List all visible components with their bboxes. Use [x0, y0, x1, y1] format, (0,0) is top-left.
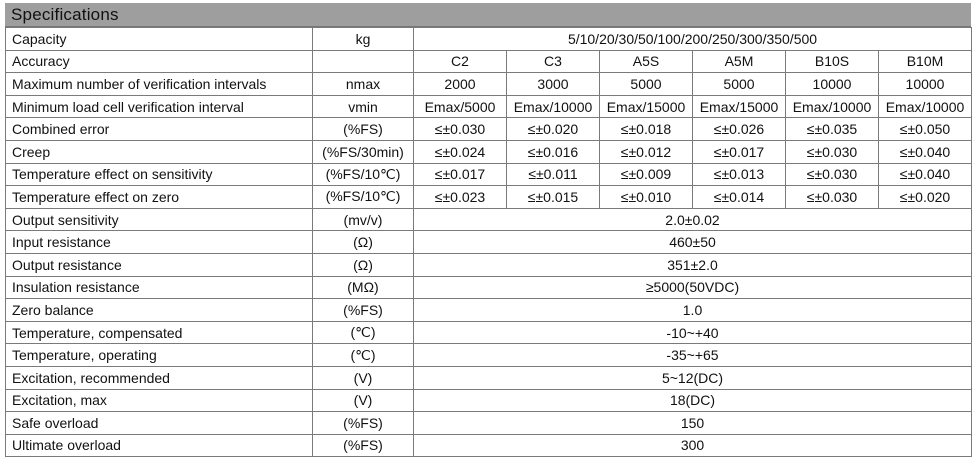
spec-value-span: 460±50 — [414, 231, 972, 254]
spec-unit: nmax — [313, 73, 414, 96]
spec-unit: (V) — [313, 389, 414, 412]
spec-name: Combined error — [6, 118, 313, 141]
spec-value: ≤±0.030 — [786, 163, 879, 186]
spec-name: Output sensitivity — [6, 208, 313, 231]
spec-row — [6, 276, 972, 299]
spec-value: Emax/10000 — [879, 95, 972, 118]
spec-unit: (%FS/10℃) — [313, 186, 414, 209]
spec-value: ≤±0.017 — [414, 163, 507, 186]
spec-value-span: 2.0±0.02 — [414, 208, 972, 231]
spec-value: ≤±0.017 — [693, 140, 786, 163]
spec-value: ≤±0.013 — [693, 163, 786, 186]
spec-unit: (%FS) — [313, 434, 414, 457]
spec-unit — [313, 50, 414, 73]
spec-row — [6, 434, 972, 457]
spec-row — [6, 253, 972, 276]
spec-row — [6, 163, 972, 186]
spec-value: ≤±0.023 — [414, 186, 507, 209]
spec-value: 3000 — [507, 73, 600, 96]
specifications-panel — [5, 3, 971, 457]
spec-value: ≤±0.014 — [693, 186, 786, 209]
spec-name: Input resistance — [6, 231, 313, 254]
spec-row — [6, 73, 972, 96]
spec-unit: kg — [313, 28, 414, 51]
spec-row — [6, 299, 972, 322]
spec-unit: (V) — [313, 366, 414, 389]
spec-value: ≤±0.016 — [507, 140, 600, 163]
spec-name: Insulation resistance — [6, 276, 313, 299]
spec-value: C2 — [414, 50, 507, 73]
section-title: Specifications — [5, 3, 971, 27]
spec-unit: (%FS/30min) — [313, 140, 414, 163]
spec-value-span: 300 — [414, 434, 972, 457]
spec-row — [6, 28, 972, 51]
spec-name: Temperature, compensated — [6, 321, 313, 344]
spec-value-span: 5/10/20/30/50/100/200/250/300/350/500 — [414, 28, 972, 51]
spec-value: ≤±0.030 — [414, 118, 507, 141]
spec-row — [6, 95, 972, 118]
spec-name: Excitation, max — [6, 389, 313, 412]
spec-name: Accuracy — [6, 50, 313, 73]
spec-unit: (%FS) — [313, 118, 414, 141]
spec-value-span: 1.0 — [414, 299, 972, 322]
spec-value: B10M — [879, 50, 972, 73]
spec-name: Capacity — [6, 28, 313, 51]
spec-name: Zero balance — [6, 299, 313, 322]
spec-table-body — [6, 28, 972, 457]
spec-value: A5S — [600, 50, 693, 73]
spec-name: Creep — [6, 140, 313, 163]
spec-row — [6, 186, 972, 209]
spec-row — [6, 140, 972, 163]
spec-unit: vmin — [313, 95, 414, 118]
spec-value-span: 351±2.0 — [414, 253, 972, 276]
spec-unit: (℃) — [313, 321, 414, 344]
spec-value: ≤±0.026 — [693, 118, 786, 141]
spec-row — [6, 389, 972, 412]
spec-value: ≤±0.012 — [600, 140, 693, 163]
spec-value: 10000 — [879, 73, 972, 96]
spec-row — [6, 231, 972, 254]
spec-name: Safe overload — [6, 412, 313, 435]
spec-value-span: -10~+40 — [414, 321, 972, 344]
spec-name: Minimum load cell verification interval — [6, 95, 313, 118]
spec-value: ≤±0.040 — [879, 140, 972, 163]
spec-value: ≤±0.050 — [879, 118, 972, 141]
spec-value: 10000 — [786, 73, 879, 96]
spec-value: ≤±0.035 — [786, 118, 879, 141]
spec-value: ≤±0.009 — [600, 163, 693, 186]
spec-value: ≤±0.030 — [786, 140, 879, 163]
spec-row — [6, 344, 972, 367]
spec-unit: (Ω) — [313, 231, 414, 254]
spec-name: Temperature, operating — [6, 344, 313, 367]
spec-name: Ultimate overload — [6, 434, 313, 457]
spec-name: Temperature effect on zero — [6, 186, 313, 209]
spec-unit: (%FS) — [313, 412, 414, 435]
spec-value: Emax/15000 — [600, 95, 693, 118]
spec-unit: (MΩ) — [313, 276, 414, 299]
spec-value: A5M — [693, 50, 786, 73]
spec-value: ≤±0.040 — [879, 163, 972, 186]
spec-row — [6, 321, 972, 344]
spec-value-span: 150 — [414, 412, 972, 435]
spec-value: 5000 — [600, 73, 693, 96]
spec-unit: (℃) — [313, 344, 414, 367]
spec-value: ≤±0.011 — [507, 163, 600, 186]
spec-value: C3 — [507, 50, 600, 73]
spec-value: Emax/15000 — [693, 95, 786, 118]
spec-value-span: 5~12(DC) — [414, 366, 972, 389]
spec-row — [6, 50, 972, 73]
spec-value: ≤±0.030 — [786, 186, 879, 209]
spec-value: ≤±0.020 — [507, 118, 600, 141]
spec-value: ≤±0.010 — [600, 186, 693, 209]
spec-value: Emax/5000 — [414, 95, 507, 118]
specifications-table — [5, 27, 972, 457]
spec-name: Maximum number of verification intervals — [6, 73, 313, 96]
spec-row — [6, 366, 972, 389]
spec-row — [6, 118, 972, 141]
spec-value-span: 18(DC) — [414, 389, 972, 412]
spec-value: ≤±0.024 — [414, 140, 507, 163]
spec-value: B10S — [786, 50, 879, 73]
spec-name: Excitation, recommended — [6, 366, 313, 389]
spec-value: Emax/10000 — [786, 95, 879, 118]
spec-unit: (Ω) — [313, 253, 414, 276]
spec-value: Emax/10000 — [507, 95, 600, 118]
spec-name: Temperature effect on sensitivity — [6, 163, 313, 186]
spec-row — [6, 208, 972, 231]
spec-name: Output resistance — [6, 253, 313, 276]
spec-value: ≤±0.018 — [600, 118, 693, 141]
spec-unit: (%FS) — [313, 299, 414, 322]
spec-unit: (%FS/10℃) — [313, 163, 414, 186]
spec-value-span: ≥5000(50VDC) — [414, 276, 972, 299]
spec-row — [6, 412, 972, 435]
spec-value: ≤±0.015 — [507, 186, 600, 209]
spec-value: 2000 — [414, 73, 507, 96]
spec-value: ≤±0.020 — [879, 186, 972, 209]
spec-unit: (mv/v) — [313, 208, 414, 231]
spec-value: 5000 — [693, 73, 786, 96]
spec-value-span: -35~+65 — [414, 344, 972, 367]
